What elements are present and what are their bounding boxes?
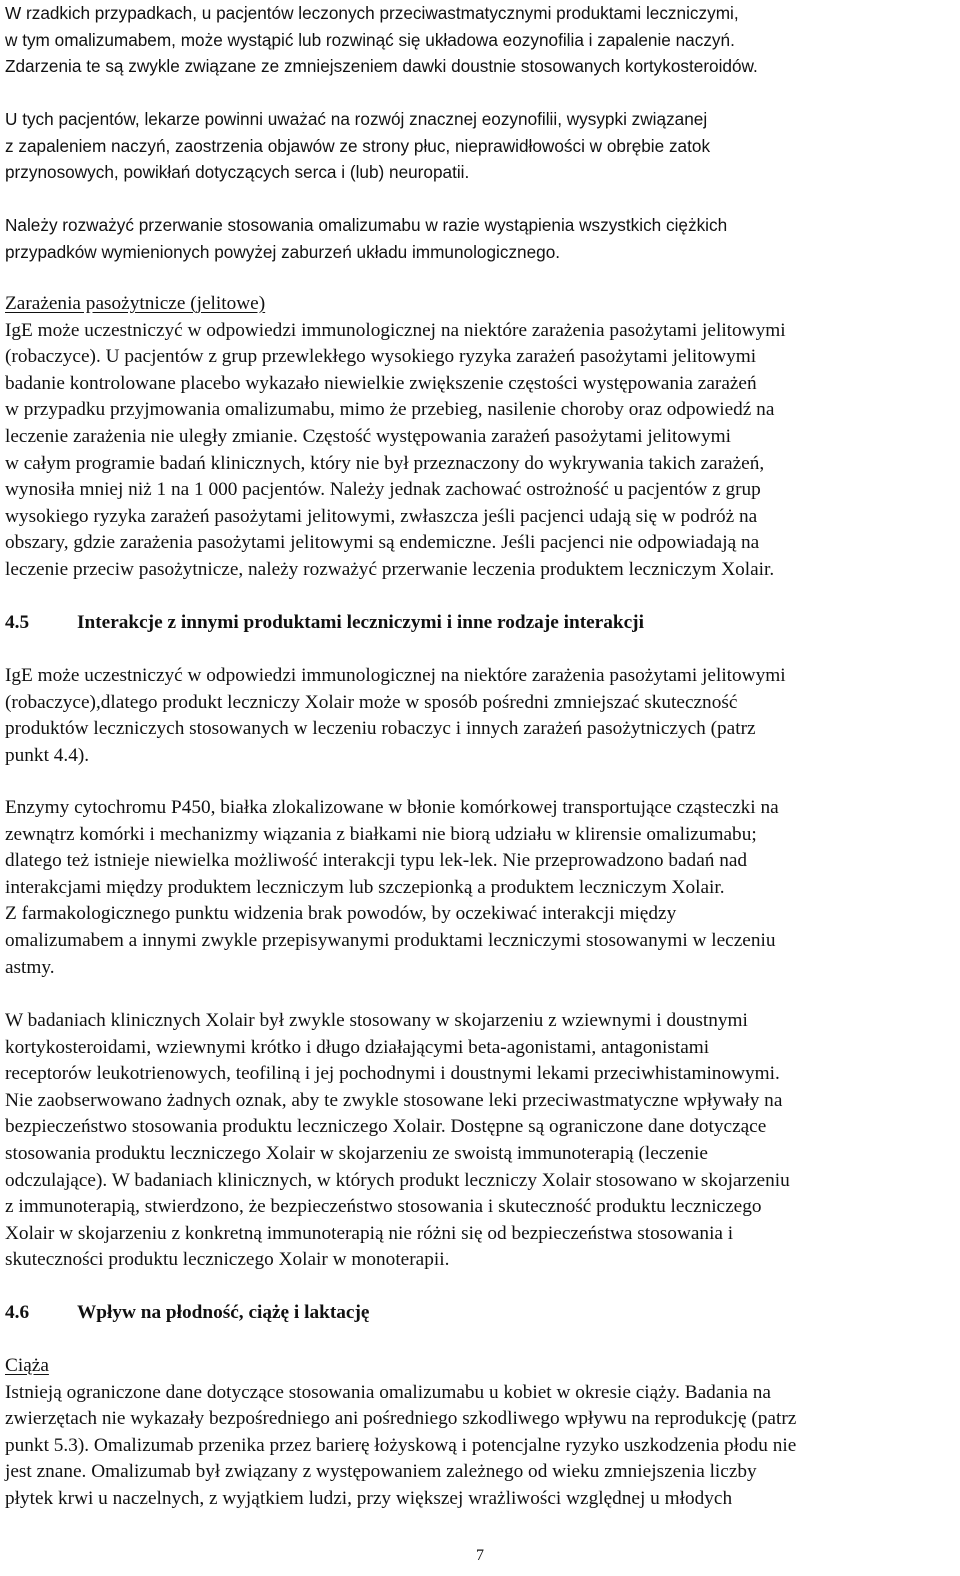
text-line: Z farmakologicznego punktu widzenia brak powodów, by oczekiwać interakcji między	[5, 903, 677, 925]
text-line: w całym programie badań klinicznych, który nie był przeznaczony do wykrywania takich zarażeń,	[5, 452, 765, 474]
text-line: punkt 4.4).	[5, 744, 90, 766]
text-line: Istnieją ograniczone dane dotyczące stosowania omalizumabu u kobiet w okresie ciąży. Badania na	[5, 1381, 771, 1403]
text-line: (robaczyce). U pacjentów z grup przewlekłego wysokiego ryzyka zarażeń pasożytami jelitowymi	[5, 346, 757, 368]
text-line: W badaniach klinicznych Xolair był zwykle stosowany w skojarzeniu z wziewnymi i doustnymi	[5, 1010, 748, 1031]
text-line: leczenie przeciw pasożytnicze, należy rozważyć przerwanie leczenia produktem leczniczym Xolair.	[5, 558, 775, 580]
text-line: IgE może uczestniczyć w odpowiedzi immunologicznej na niektóre zarażenia pasożytami jelitowymi	[5, 665, 786, 686]
text-line: kortykosteroidami, wziewnymi krótko i długo działającymi beta-agonistami, antagonistami	[5, 1036, 710, 1058]
text-line: badanie kontrolowane placebo wykazało niewielkie zwiększenie częstości występowania zarażeń	[5, 372, 757, 394]
paragraph-clinical-trials	[5, 1008, 955, 1274]
text-line: Należy rozważyć przerwanie stosowania omalizumabu w razie wystąpienia wszystkich ciężkich	[5, 215, 728, 235]
page-number: 7	[476, 1547, 484, 1564]
paragraph-pregnancy	[5, 1353, 955, 1513]
text-line: stosowania produktu leczniczego Xolair w skojarzeniu ze swoistą immunoterapią (leczenie	[5, 1142, 708, 1164]
text-line: w tym omalizumabem, może wystąpić lub rozwinąć się układowa eozynofilia i zapalenie naczyń.	[5, 29, 735, 50]
text-line: z immunoterapią, stwierdzono, że bezpieczeństwo stosowania i skuteczność produktu leczniczego	[5, 1196, 762, 1218]
section-number: 4.6	[5, 1302, 30, 1323]
text-line: Xolair w skojarzeniu z konkretną immunoterapią nie różni się od bezpieczeństwa stosowania i	[5, 1222, 734, 1244]
text-line: zewnątrz komórki i mechanizmy wiązania z białkami nie biorą udziału w klirensie omalizumabu;	[5, 823, 757, 845]
section-heading-4-5	[5, 610, 955, 637]
text-line: przynosowych, powikłań dotyczących serca i (lub) neuropatii.	[5, 162, 470, 183]
text-line: z zapaleniem naczyń, zaostrzenia objawów ze strony płuc, nieprawidłowości w obrębie zatok	[5, 135, 711, 156]
text-line: receptorów leukotrienowych, teofiliną i jej pochodnymi i doustnymi lekami przeciwhistaminowymi.	[5, 1063, 780, 1085]
text-line: przypadków wymienionych powyżej zaburzeń układu immunologicznego.	[5, 241, 561, 262]
text-line: astmy.	[5, 956, 55, 978]
text-line: skuteczności produktu leczniczego Xolair w monoterapii.	[5, 1249, 450, 1271]
text-line: zwierzętach nie wykazały bezpośredniego ani pośredniego szkodliwego wpływu na reprodukcję (patrz	[5, 1408, 797, 1430]
text-line: Enzymy cytochromu P450, białka zlokalizowane w błonie komórkowej transportujące cząsteczki na	[5, 797, 779, 818]
text-line: omalizumabem a innymi zwykle przepisywanymi produktami leczniczymi stosowanymi w leczeniu	[5, 929, 776, 951]
section-heading-4-6	[5, 1300, 955, 1327]
subheading-pregnancy: Ciąża	[5, 1355, 49, 1376]
section-title: Wpływ na płodność, ciążę i laktację	[77, 1302, 370, 1323]
text-line: Nie zaobserwowano żadnych oznak, aby te zwykle stosowane leki przeciwastmatyczne wpływały na	[5, 1089, 783, 1111]
subheading-parasitic-infections: Zarażenia pasożytnicze (jelitowe)	[5, 293, 266, 314]
text-line: bezpieczeństwo stosowania produktu leczniczego Xolair. Dostępne są ograniczone dane dotyczące	[5, 1116, 767, 1138]
text-line: U tych pacjentów, lekarze powinni uważać na rozwój znacznej eozynofilii, wysypki związanej	[5, 109, 708, 129]
paragraph-discontinuation	[5, 212, 955, 265]
text-line: obszary, gdzie zarażenia pasożytami jelitowymi są endemiczne. Jeśli pacjenci nie odpowiadają na	[5, 532, 760, 554]
text-line: wysokiego ryzyka zarażeń pasożytami jelitowymi, zwłaszcza jeśli pacjenci udają się w podróż na	[5, 505, 758, 527]
text-line: w przypadku przyjmowania omalizumabu, mimo że przebieg, nasilenie choroby oraz odpowiedź na	[5, 399, 775, 421]
text-line: odczulające). W badaniach klinicznych, w których produkt leczniczy Xolair stosowano w skojarzeniu	[5, 1169, 790, 1191]
text-line: produktów leczniczych stosowanych w leczeniu robaczyc i innych zarażeń pasożytniczych (patrz	[5, 718, 756, 740]
text-line: płytek krwi u naczelnych, z wyjątkiem ludzi, przy większej wrażliwości względnej u młodych	[5, 1487, 733, 1509]
section-title: Interakcje z innymi produktami leczniczymi i inne rodzaje interakcji	[77, 612, 644, 633]
text-line: (robaczyce),dlatego produkt leczniczy Xolair może w sposób pośredni zmniejszać skuteczność	[5, 691, 738, 713]
text-line: interakcjami między produktem leczniczym lub szczepionką a produktem leczniczym Xolair.	[5, 876, 725, 898]
paragraph-ige-interaction	[5, 663, 955, 769]
text-line: dlatego też istnieje niewielka możliwość interakcji typu lek-lek. Nie przeprowadzono badań nad	[5, 850, 748, 872]
text-line: IgE może uczestniczyć w odpowiedzi immunologicznej na niektóre zarażenia pasożytami jelitowymi	[5, 319, 786, 341]
text-line: wynosiła mniej niż 1 na 1 000 pacjentów. Należy jednak zachować ostrożność u pacjentów z grup	[5, 479, 761, 501]
text-line: Zdarzenia te są zwykle związane ze zmniejszeniem dawki doustnie stosowanych kortykosteroidów.	[5, 56, 758, 77]
text-line: leczenie zarażenia nie uległy zmianie. Częstość występowania zarażeń pasożytami jelitowymi	[5, 425, 731, 447]
text-line: punkt 5.3). Omalizumab przenika przez barierę łożyskową i potencjalne ryzyko uszkodzenia płodu nie	[5, 1434, 797, 1456]
text-line: jest znane. Omalizumab był związany z występowaniem zależnego od wieku zmniejszenia liczby	[5, 1461, 757, 1483]
paragraph-eosinophilia	[5, 0, 955, 80]
paragraph-cytochrome	[5, 795, 955, 981]
section-number: 4.5	[5, 612, 30, 633]
paragraph-parasitic-infections	[5, 291, 955, 584]
text-line: W rzadkich przypadkach, u pacjentów leczonych przeciwastmatycznymi produktami leczniczymi,	[5, 3, 739, 23]
paragraph-physician-caution	[5, 106, 955, 186]
